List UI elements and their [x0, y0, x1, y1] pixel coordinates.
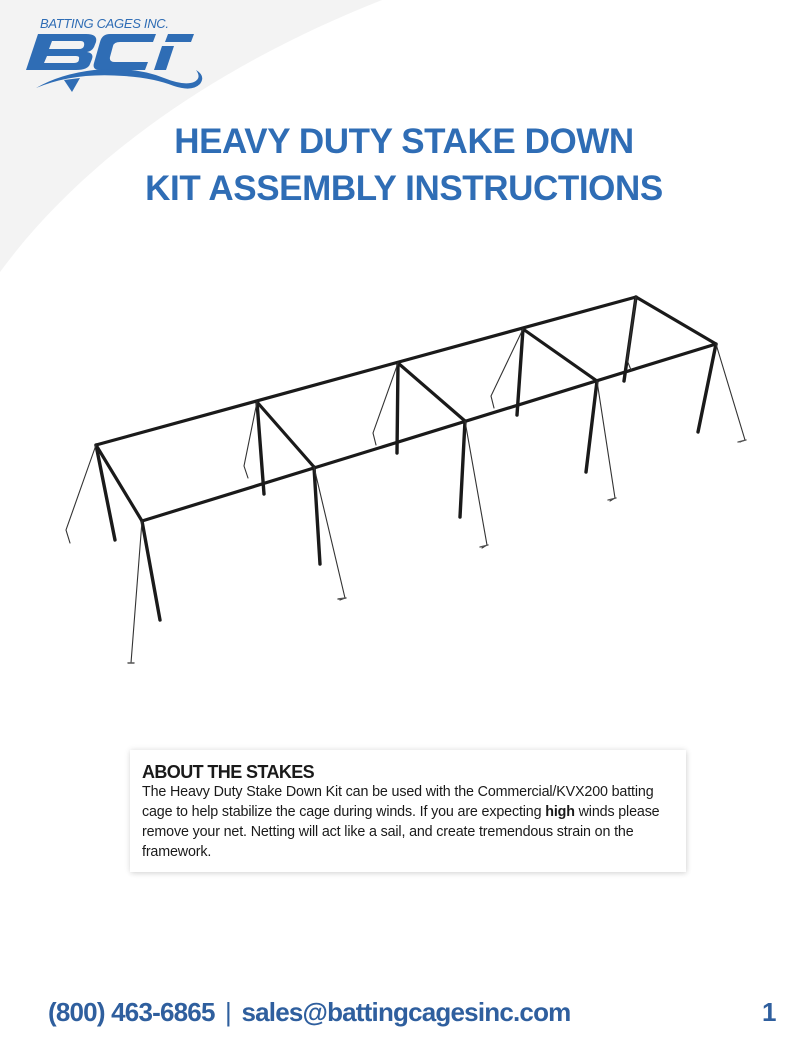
page-title [0, 118, 808, 212]
page-number: 1 [762, 997, 777, 1027]
stake-pins [128, 440, 746, 663]
footer-contact [48, 995, 571, 1029]
logo-tagline: BATTING CAGES INC. [40, 16, 169, 31]
bci-logo [24, 14, 210, 92]
footer-phone[interactable]: (800) 463-6865 [48, 997, 215, 1027]
about-stakes-box [130, 750, 686, 872]
about-text-bold: high [545, 804, 575, 820]
title-line-2: KIT ASSEMBLY INSTRUCTIONS [145, 169, 663, 208]
footer-separator: | [225, 997, 232, 1027]
stake-cables [66, 297, 745, 663]
about-body [142, 782, 674, 862]
about-text-part-1: The Heavy Duty Stake Down Kit can be used with the Commercial/KVX200 batting cage to help stabilize the cage during winds. If you are expecting [142, 784, 654, 820]
legs [96, 297, 716, 620]
top-rails [96, 297, 716, 521]
about-heading: ABOUT THE STAKES [142, 762, 315, 782]
about-text-part-2: winds please remove your net. Netting will act like a sail, and create tremendous strain on the framework. [142, 804, 660, 860]
footer-email[interactable]: sales@battingcagesinc.com [241, 997, 571, 1027]
title-line-1: HEAVY DUTY STAKE DOWN [174, 122, 634, 161]
